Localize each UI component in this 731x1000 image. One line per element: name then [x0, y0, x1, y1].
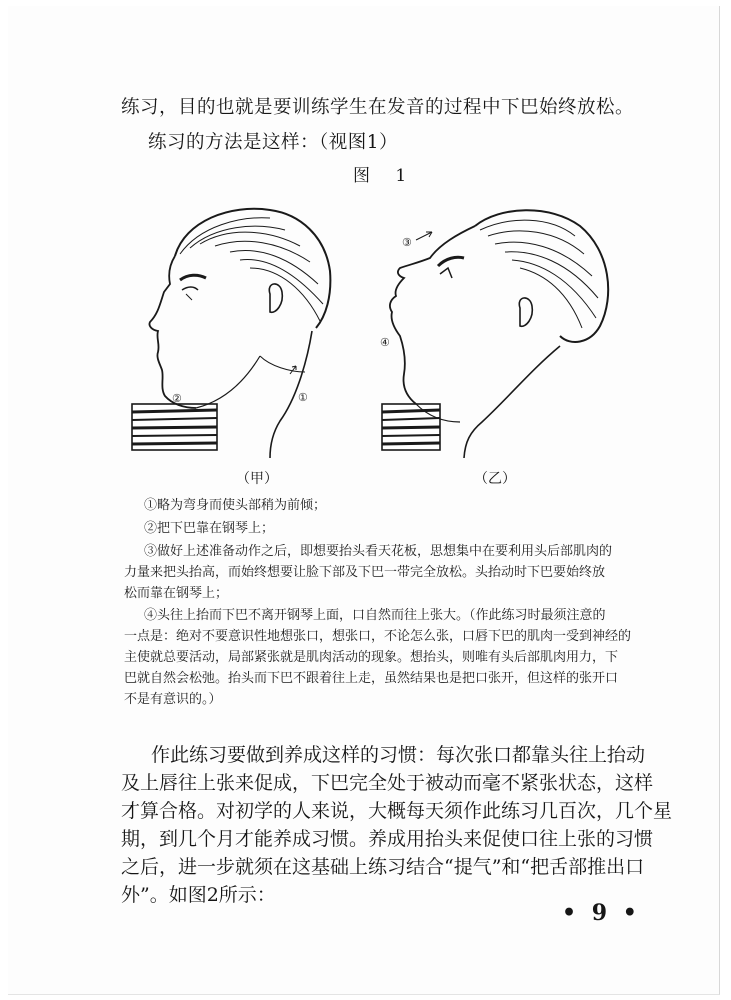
paragraph-line: 练习，目的也就是要训练学生在发音的过程中下巴始终放松。: [121, 97, 635, 118]
paragraph-line: 及上唇往上张来促成，下巴完全处于被动而毫不紧张状态，这样: [121, 772, 654, 794]
figure-caption-left: （甲）: [236, 471, 278, 487]
paragraph-line: 才算合格。对初学的人来说，大概每天须作此练习几百次，几个星: [121, 800, 673, 822]
note-line: ③做好上述准备动作之后，即想要抬头看天花板，思想集中在要利用头后部肌肉的: [144, 544, 613, 559]
note-line: 巴就自然会松弛。抬头而下巴不跟着往上走，虽然结果也是把口张开，但这样的张开口: [124, 671, 619, 686]
figure-left-head: [132, 209, 330, 458]
paragraph-line: 外”。如图2所示：: [121, 884, 276, 906]
marker-2: ②: [172, 392, 182, 405]
page-number: • 9 •: [562, 900, 641, 926]
note-line: 不是有意识的。）: [124, 692, 222, 707]
paragraph-line: 之后，进一步就须在这基础上练习结合“提气”和“把舌部推出口: [121, 856, 645, 878]
marker-3: ③: [402, 236, 412, 249]
figure-caption-right: （乙）: [474, 471, 516, 487]
note-line: ④头往上抬而下巴不离开钢琴上面，口自然而往上张大。（作此练习时最须注意的: [144, 608, 606, 623]
marker-4: ④: [380, 336, 390, 349]
marker-1: ①: [298, 391, 308, 404]
note-line: 主使就总要活动，局部紧张就是肌肉活动的现象。想抬头，则唯有头后部肌肉用力，下: [124, 650, 619, 665]
figure-title: 图 1: [353, 166, 417, 186]
figure-right-head: [382, 210, 608, 458]
note-line: ②把下巴靠在钢琴上；: [144, 521, 275, 536]
piano-block-right-icon: [382, 404, 440, 450]
note-line: 力量来把头抬高，而始终想要让脸下部及下巴一带完全放松。头抬动时下巴要始终放: [124, 565, 606, 580]
piano-block-left-icon: [132, 404, 217, 450]
note-line: 松而靠在钢琴上；: [124, 586, 229, 601]
figure-illustration: [120, 196, 620, 466]
note-line: ①略为弯身而使头部稍为前倾；: [144, 498, 327, 513]
paragraph-line: 练习的方法是这样：（视图1）: [148, 132, 399, 153]
paragraph-line: 作此练习要做到养成这样的习惯：每次张口都靠头往上抬动: [151, 744, 646, 766]
paragraph-line: 期，到几个月才能养成习惯。养成用抬头来促使口往上张的习惯: [121, 828, 654, 850]
note-line: 一点是：绝对不要意识性地想张口，想张口，不论怎么张，口唇下巴的肌肉一受到神经的: [124, 629, 632, 644]
